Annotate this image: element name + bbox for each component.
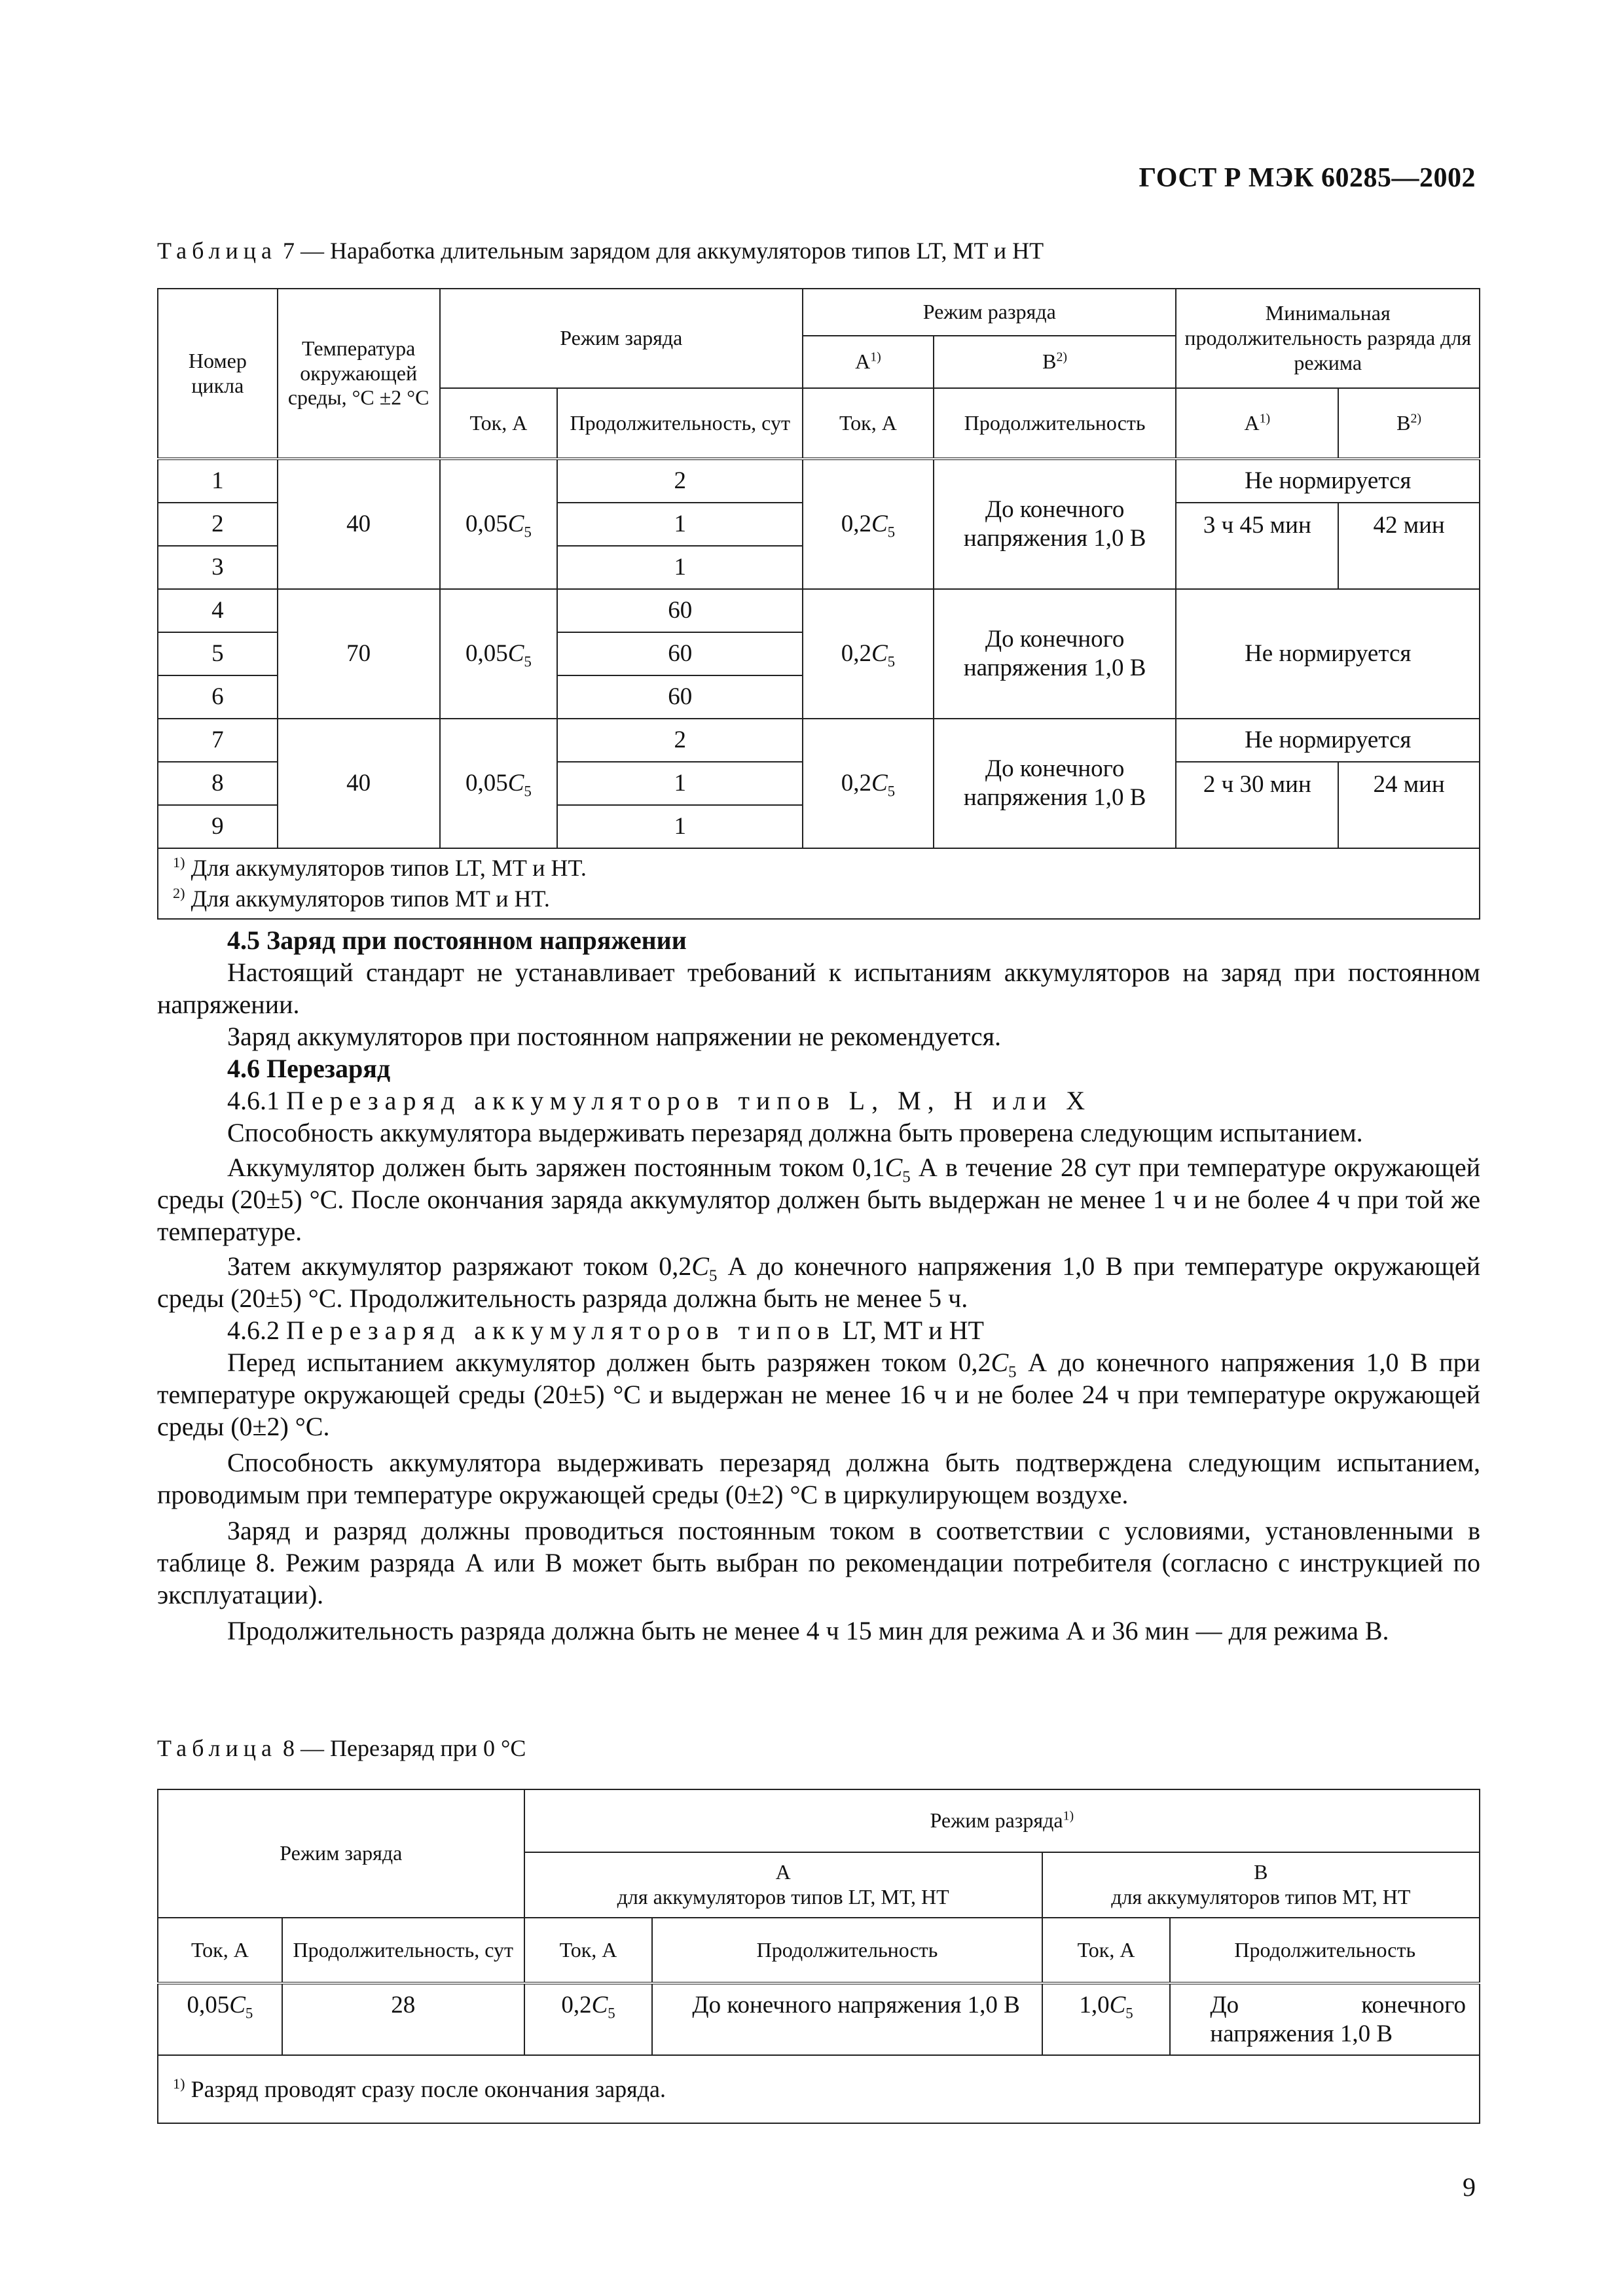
- b-duration-value: До конечного напряжения 1,0 В: [1170, 1983, 1480, 2055]
- table7-footnotes: [158, 848, 1480, 919]
- table7-caption: [157, 237, 1044, 264]
- table7: [157, 288, 1480, 920]
- header-cycle: Номер цикла: [158, 289, 278, 459]
- cycle-number: 5: [158, 632, 278, 675]
- table-row: [158, 589, 1480, 632]
- table8-footnote: $^{1)}$ Разряд проводят сразу после окончания заряда.: [158, 2055, 1480, 2123]
- paragraph: Заряд и разряд должны проводиться постоянным током в соответствии с условиями, установленными в таблице 8. Режим разряда А или В может быть выбран по рекомендации потребителя (согласно с инструкцией по эксплуатации).: [157, 1516, 1480, 1609]
- header-discharge-current: Ток, А: [803, 388, 934, 459]
- footnote-1: $^{1)}$ Для аккумуляторов типов LT, MT и HT.: [173, 854, 587, 881]
- temperature-value: 70: [278, 589, 440, 719]
- cycle-number: 3: [158, 546, 278, 589]
- header-charge-mode: Режим заряда: [158, 1789, 524, 1918]
- charge-days-value: 28: [282, 1983, 524, 2055]
- subsection-4-6-1-title: 4.6.1 Перезаряд аккумуляторов типов L, M, H или X: [227, 1086, 1092, 1115]
- cycle-number: 9: [158, 805, 278, 848]
- table8-caption-word: Таблица: [157, 1735, 277, 1761]
- header-mode-b: В для аккумуляторов типов MT, HT: [1042, 1852, 1480, 1918]
- section-text: [157, 924, 1480, 1647]
- temperature-value: 40: [278, 719, 440, 848]
- table8: [157, 1789, 1480, 2124]
- cycle-number: 8: [158, 762, 278, 805]
- header-a-duration: Продолжительность: [652, 1918, 1042, 1983]
- charge-current-value: $0,05C_5$: [158, 1983, 282, 2055]
- header-charge-mode: Режим заряда: [440, 289, 803, 388]
- paragraph: Способность аккумулятора выдерживать перезаряд должна быть подтверждена следующим испытанием, проводимым при температуре окружающей среды (0±2) °С в циркулирующем воздухе.: [157, 1448, 1480, 1509]
- table-row: [158, 1983, 1480, 2055]
- charge-current-value: $0,05C_5$: [440, 719, 558, 848]
- header-discharge-mode: Режим разряда: [803, 289, 1176, 336]
- cycle-number: 6: [158, 675, 278, 719]
- min-duration-a: 2 ч 30 мин: [1176, 762, 1338, 848]
- temperature-value: 40: [278, 459, 440, 589]
- table-row: [158, 459, 1480, 503]
- paragraph: Продолжительность разряда должна быть не менее 4 ч 15 мин для режима А и 36 мин — для режима В.: [227, 1616, 1389, 1645]
- header-discharge-mode: Режим разряда$^{1)}$: [524, 1789, 1480, 1852]
- min-duration-b: 42 мин: [1338, 503, 1480, 589]
- charge-current-value: $0,05C_5$: [440, 589, 558, 719]
- charge-days: 1: [557, 503, 803, 546]
- not-normed: Не нормируется: [1176, 719, 1480, 762]
- paragraph: Заряд аккумуляторов при постоянном напряжении не рекомендуется.: [227, 1022, 1001, 1051]
- header-temperature: Температура окружающей среды, °С ±2 °С: [278, 289, 440, 459]
- discharge-duration-value: До конечного напряжения 1,0 В: [934, 719, 1176, 848]
- discharge-duration-value: До конечного напряжения 1,0 В: [934, 589, 1176, 719]
- not-normed: Не нормируется: [1176, 589, 1480, 719]
- page-number: 9: [1463, 2172, 1476, 2202]
- b-current-value: $1,0C_5$: [1042, 1983, 1171, 2055]
- paragraph: Способность аккумулятора выдерживать перезаряд должна быть проверена следующим испытанием.: [227, 1118, 1363, 1147]
- discharge-current-value: $0,2C_5$: [803, 719, 934, 848]
- not-normed: Не нормируется: [1176, 459, 1480, 503]
- min-duration-b: 24 мин: [1338, 762, 1480, 848]
- charge-days: 60: [557, 589, 803, 632]
- charge-days: 2: [557, 719, 803, 762]
- table7-caption-word: Таблица: [157, 238, 277, 264]
- charge-days: 60: [557, 675, 803, 719]
- header-discharge-duration: Продолжительность: [934, 388, 1176, 459]
- header-min-duration: Минимальная продолжительность разряда для режима: [1176, 289, 1480, 388]
- paragraph: Перед испытанием аккумулятор должен быть разряжен током $0,2C_5$ А до конечного напряжения 1,0 В при температуре окружающей среды (20±5) °С и выдержан не менее 16 ч и не более 24 ч при температуре окружающей среды (0±2) °С.: [157, 1348, 1480, 1441]
- footnote-2: $^{2)}$ Для аккумуляторов типов MT и HT.: [173, 884, 550, 912]
- header-b-current: Ток, А: [1042, 1918, 1171, 1983]
- cycle-number: 1: [158, 459, 278, 503]
- header-min-a: $А^{1)}$: [1176, 388, 1338, 459]
- min-duration-a: 3 ч 45 мин: [1176, 503, 1338, 589]
- cycle-number: 7: [158, 719, 278, 762]
- header-charge-duration: Продолжительность, сут: [557, 388, 803, 459]
- header-mode-b: $В^{2)}$: [934, 336, 1176, 388]
- discharge-current-value: $0,2C_5$: [803, 459, 934, 589]
- header-charge-duration: Продолжительность, сут: [282, 1918, 524, 1983]
- discharge-current-value: $0,2C_5$: [803, 589, 934, 719]
- section-4-6-title: 4.6 Перезаряд: [227, 1054, 391, 1083]
- cycle-number: 4: [158, 589, 278, 632]
- charge-current-value: $0,05C_5$: [440, 459, 558, 589]
- table-row: [158, 719, 1480, 762]
- document-header: ГОСТ Р МЭК 60285—2002: [1139, 163, 1476, 193]
- charge-days: 2: [557, 459, 803, 503]
- table7-caption-text: 7 — Наработка длительным зарядом для аккумуляторов типов LT, MT и HT: [282, 238, 1044, 264]
- charge-days: 1: [557, 546, 803, 589]
- a-current-value: $0,2C_5$: [524, 1983, 653, 2055]
- paragraph: Аккумулятор должен быть заряжен постоянным током $0,1C_5$ А в течение 28 сут при температуре окружающей среды (20±5) °С. После окончания заряда аккумулятор должен быть выдержан не менее 1 ч и не более 4 ч при той же температуре.: [157, 1153, 1481, 1246]
- subsection-4-6-2-title: 4.6.2 Перезаряд аккумуляторов типов LT, MT и HT: [227, 1316, 984, 1345]
- paragraph: Затем аккумулятор разряжают током $0,2C_5$ А до конечного напряжения 1,0 В при температуре окружающей среды (20±5) °С. Продолжительность разряда должна быть не менее 5 ч.: [157, 1251, 1480, 1313]
- header-charge-current: Ток, А: [158, 1918, 282, 1983]
- a-duration-value: До конечного напряжения 1,0 В: [652, 1983, 1042, 2055]
- header-b-duration: Продолжительность: [1170, 1918, 1480, 1983]
- header-a-current: Ток, А: [524, 1918, 653, 1983]
- discharge-duration-value: До конечного напряжения 1,0 В: [934, 459, 1176, 589]
- header-min-b: $В^{2)}$: [1338, 388, 1480, 459]
- charge-days: 1: [557, 805, 803, 848]
- table8-caption-text: 8 — Перезаряд при 0 °С: [282, 1735, 526, 1761]
- charge-days: 1: [557, 762, 803, 805]
- header-mode-a: А для аккумуляторов типов LT, MT, HT: [524, 1852, 1042, 1918]
- table8-caption: [157, 1734, 526, 1762]
- cycle-number: 2: [158, 503, 278, 546]
- charge-days: 60: [557, 632, 803, 675]
- paragraph: Настоящий стандарт не устанавливает требований к испытаниям аккумуляторов на заряд при постоянном напряжении.: [157, 958, 1480, 1019]
- header-mode-a: $А^{1)}$: [803, 336, 934, 388]
- section-4-5-title: 4.5 Заряд при постоянном напряжении: [227, 925, 687, 955]
- header-charge-current: Ток, А: [440, 388, 558, 459]
